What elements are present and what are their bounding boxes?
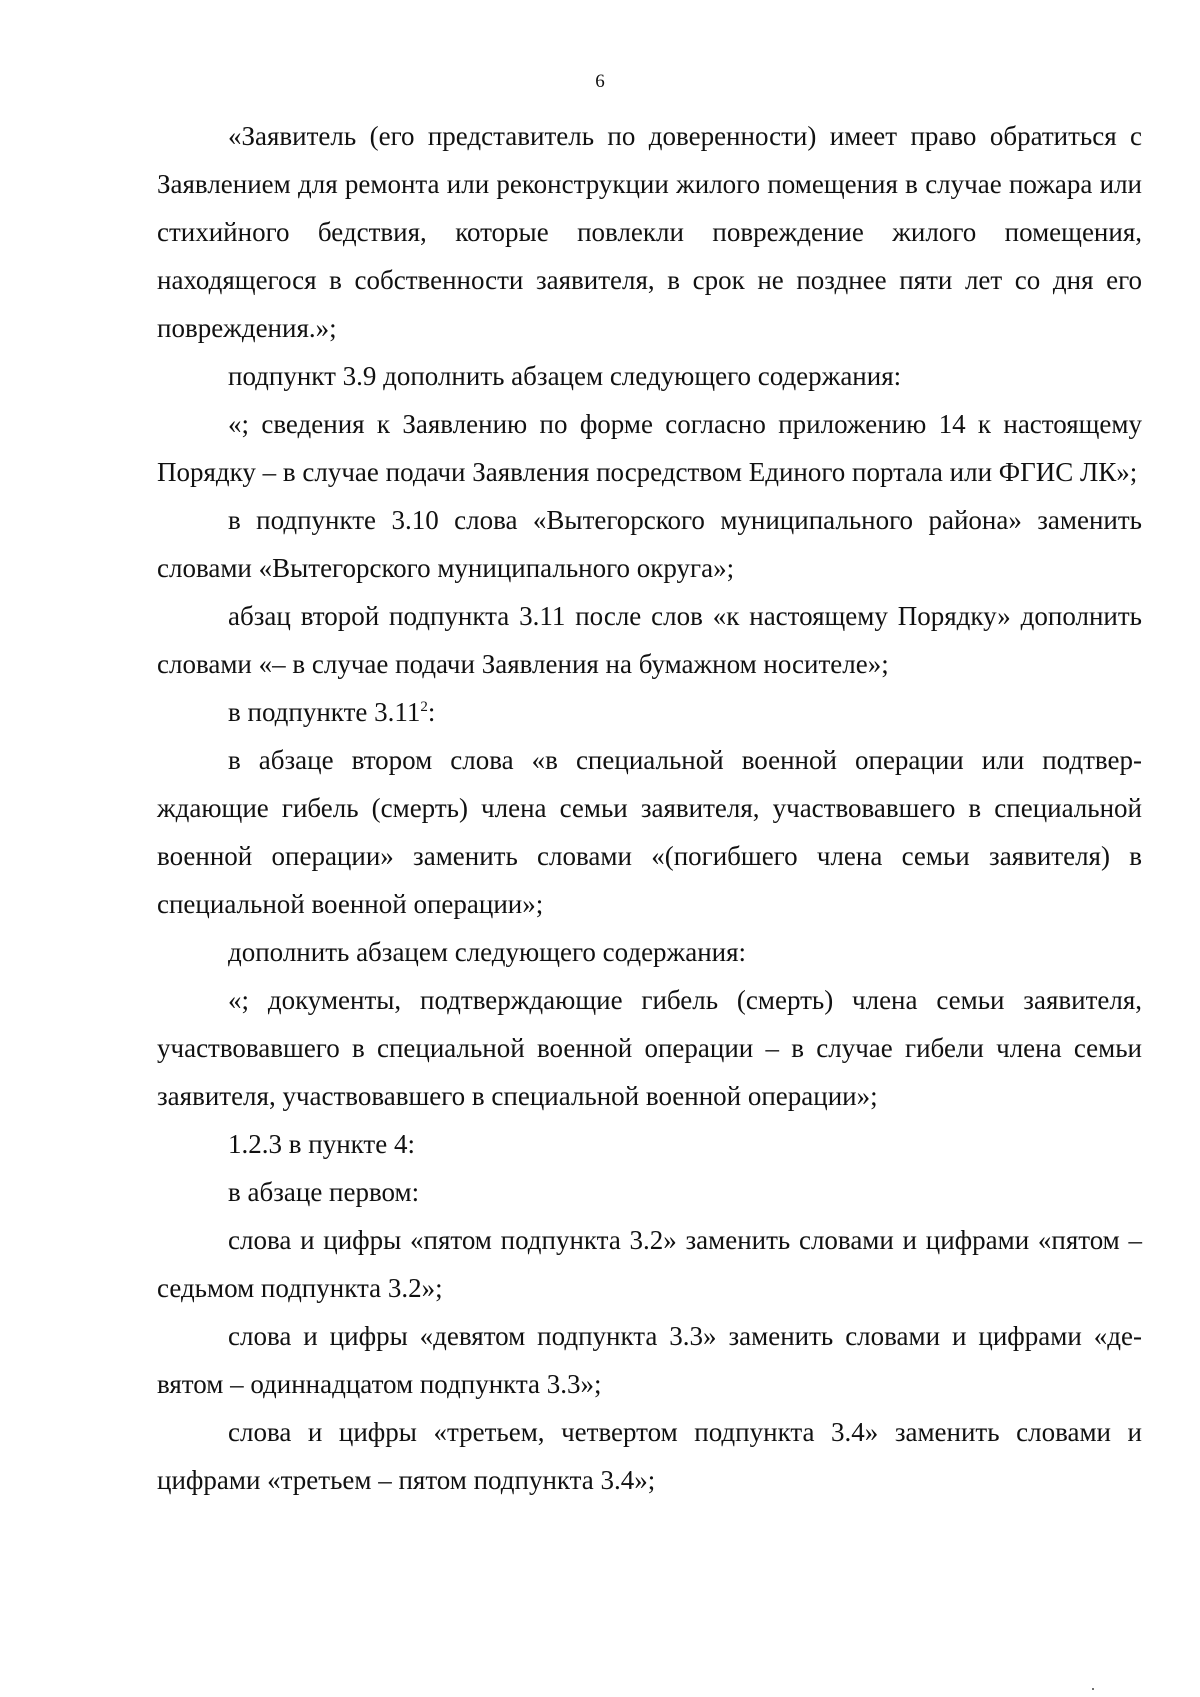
scan-speck: [1092, 1688, 1094, 1690]
document-body: [157, 112, 1142, 1504]
paragraph-subclause-3-10: в подпункте 3.10 слова «Вытегорского муниципального района» заменить словами «Вытегорского муниципального округа»;: [157, 505, 1142, 583]
paragraph-subclause-3-11: абзац второй подпункта 3.11 после слов «к настоящему Порядку» дополнить словами «– в случае подачи Заявления на бумажном носителе»;: [157, 601, 1142, 679]
subclause-heading-text: в подпункте 3.11: [228, 697, 421, 727]
paragraph-quoted-application-info: «; сведения к Заявлению по форме согласно приложению 14 к настоящему Порядку – в случае подачи Заявления посредством Единого портала или ФГИС ЛК»;: [157, 409, 1142, 487]
paragraph-subclause-3-9: подпункт 3.9 дополнить абзацем следующего содержания:: [228, 361, 902, 391]
superscript-index: 2: [420, 699, 428, 715]
paragraph-quoted-applicant-right: «Заявитель (его представитель по доверенности) имеет право обратиться с Заявлением для ремонта или реконструкции жилого помещения в случае пожара или стихийного бедствия, которые повлекли повреждение жилого помещения, находящегося в собственности заявителя, в срок не позднее пяти лет со дня его повреждения.»;: [157, 121, 1142, 343]
subclause-heading-colon: :: [427, 697, 436, 727]
paragraph-first-abzac: в абзаце первом:: [228, 1177, 420, 1207]
paragraph-change-3-4: слова и цифры «третьем, четвертом подпункта 3.4» заменить словами и цифрами «третьем – пятом подпункта 3.4»;: [157, 1417, 1142, 1495]
paragraph-change-3-3: слова и цифры «девятом подпункта 3.3» заменить словами и цифрами «девятом – одиннадцатом подпункта 3.3»;: [157, 1321, 1142, 1399]
paragraph-second-abzac-change: в абзаце втором слова «в специальной военной операции или подтверждающие гибель (смерть) члена семьи заявителя, участвовавшего в специальной военной операции» заменить словами «(погибшего члена семьи заявителя) в специальной военной операции»;: [157, 745, 1142, 919]
paragraph-quoted-documents: «; документы, подтверждающие гибель (смерть) члена семьи заявителя, участвовавшего в специальной военной операции – в случае гибели члена семьи заявителя, участвовавшего в специальной военной операции»;: [157, 985, 1142, 1111]
page-number: 6: [595, 71, 605, 92]
paragraph-item-1-2-3: 1.2.3 в пункте 4:: [228, 1129, 415, 1159]
paragraph-add-abzac: дополнить абзацем следующего содержания:: [228, 937, 747, 967]
paragraph-change-3-2: слова и цифры «пятом подпункта 3.2» заменить словами и цифрами «пятом – седьмом подпункта 3.2»;: [157, 1225, 1142, 1303]
paragraph-subclause-3-11-2: [157, 688, 1142, 736]
